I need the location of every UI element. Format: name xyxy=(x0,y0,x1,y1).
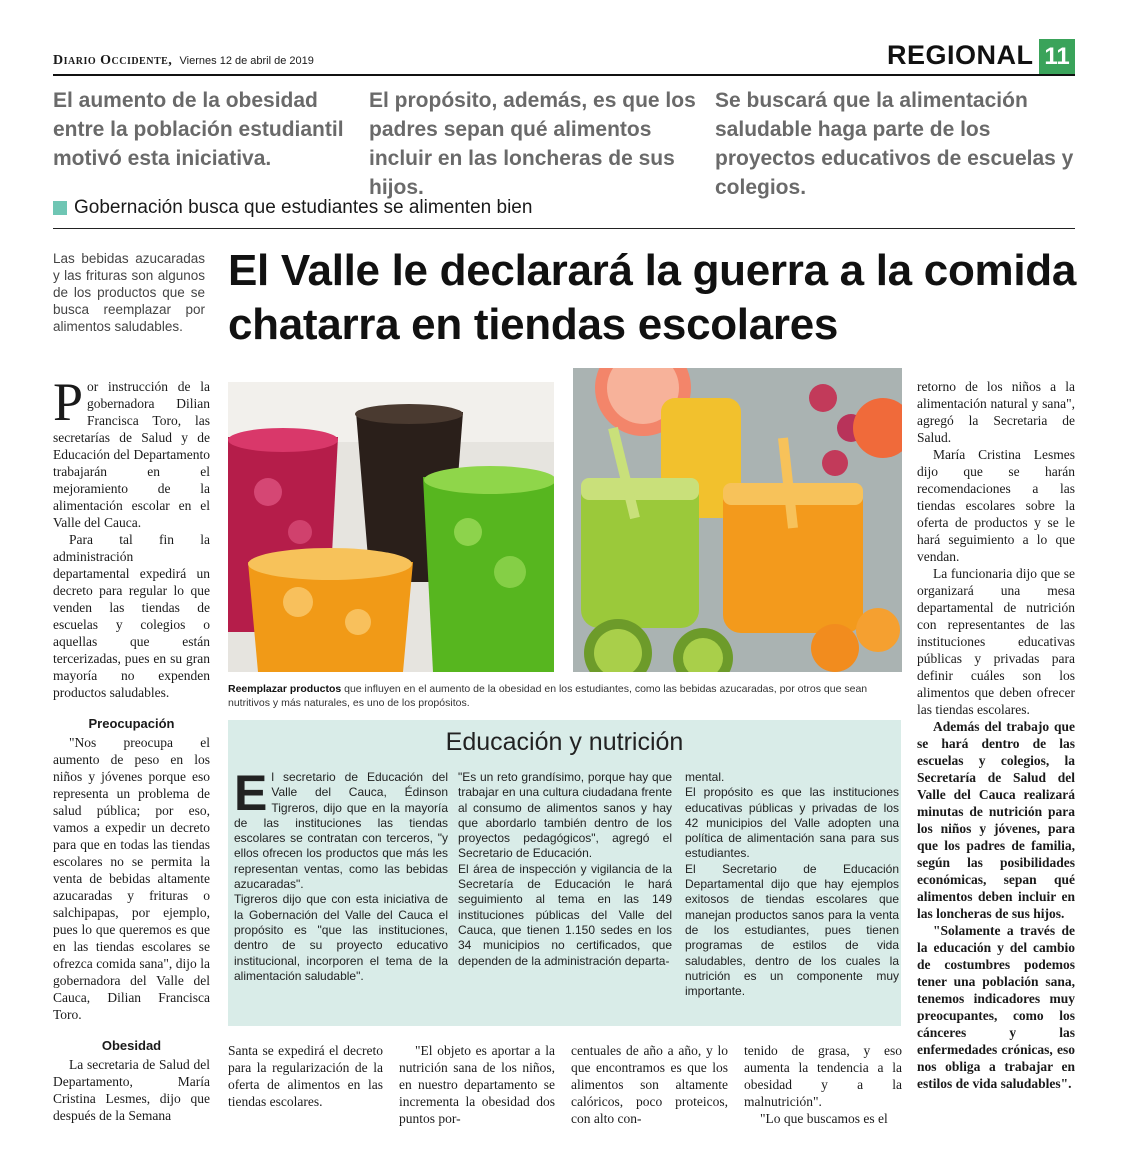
highlights-row xyxy=(53,86,1075,202)
subheading-preocupacion: Preocupación xyxy=(88,716,175,731)
sidebar-dropcap: E xyxy=(234,765,268,821)
article-bottom-column-2 xyxy=(399,1042,555,1127)
sidebar-title: Educación y nutrición xyxy=(445,728,684,756)
sugary-drinks-illustration xyxy=(228,382,554,672)
article-column-left xyxy=(53,372,210,1124)
article-paragraph: La secretaria de Salud del Departamento, María Cristina Lesmes, dijo que después de la Semana xyxy=(53,1057,210,1123)
sidebar-paragraph: El área de inspección y vigilancia de la Secretaría de Educación le hará seguimiento al tema en las 149 instituciones públicas del Valle del Cauca, que tienen 1.150 sedes en los 34 municipios no certificados, que dependen de la administración departa- xyxy=(458,861,672,968)
sidebar-paragraph: "Es un reto grandísimo, porque hay que trabajar en una cultura ciudadana frente al consumo de alimentos sanos y hay que abordarlo también dentro de los proyectos pedagógicos", agregó el Secretario de Educación. xyxy=(458,770,672,861)
article-paragraph: María Cristina Lesmes dijo que se harán recomendaciones a las tiendas escolares sobre la oferta de productos y se le hará seguimiento a lo que vendan. xyxy=(917,447,1075,564)
page-number: 11 xyxy=(1039,39,1075,75)
sidebar-column-1 xyxy=(234,765,448,984)
section-label: REGIONAL xyxy=(887,40,1034,70)
sidebar-column-3 xyxy=(685,770,899,999)
sidebar-column-2 xyxy=(458,770,672,969)
article-bottom-column-4 xyxy=(744,1042,902,1127)
article-paragraph: retorno de los niños a la alimentación natural y sana", agregó la Secretaria de Salud. xyxy=(917,379,1075,445)
headline: El Valle le declarará la guerra a la comida chatarra en tiendas escolares xyxy=(228,246,1077,349)
article-paragraph: tenido de grasa, y eso aumenta la tendencia a la obesidad y a la malnutrición". xyxy=(744,1043,902,1109)
article-paragraph: "Lo que buscamos es el xyxy=(760,1111,888,1126)
article-paragraph: Por instrucción de la gobernadora Dilian Francisca Toro, las secretarías de Salud y de Educación del Departamento trabajarán en el mejoramiento de la alimentación escolar en el Valle del Cauca. xyxy=(53,372,210,530)
article-bottom-column-3 xyxy=(571,1042,728,1127)
caption-lead: Reemplazar productos xyxy=(228,683,342,695)
article-paragraph: La funcionaria dijo que se organizará una mesa departamental de nutrición con representantes de las instituciones educativas públicas y privadas para definir cuáles son los alimentos que deben ofrecer las tiendas escolares. xyxy=(917,566,1075,717)
highlight-1: El aumento de la obesidad entre la población estudiantil motivó esta iniciativa. xyxy=(53,89,344,170)
kicker-square-icon xyxy=(53,201,67,215)
article-paragraph: centuales de año a año, y lo que encontramos es que los alimentos son altamente calóricos, poco proteicos, con alto con- xyxy=(571,1043,728,1126)
article-paragraph: "El objeto es aportar a la nutrición sana de los niños, en nuestro departamento se incrementa la obesidad dos puntos por- xyxy=(399,1043,555,1126)
article-paragraph: Además del trabajo que se hará dentro de las escuelas y colegios, la Secretaría de Salud del Valle del Cauca realizará minutas de nutrición para los niños y jóvenes, para que los padres de familia, según las posibilidades económicas, sepan qué alimentos deben incluir en las loncheras de sus hijos. xyxy=(917,719,1075,921)
publication-date: Viernes 12 de abril de 2019 xyxy=(179,55,314,67)
sidebar-paragraph: El Secretario de Educación Departamental dijo que hay ejemplos exitosos de tiendas escolares que manejan productos sanos para la venta de los estudiantes, pues tienen programas de estilos de vida saludables, dentro de los cuales la nutrición es un componente muy importante. xyxy=(685,861,899,999)
article-summary: Las bebidas azucaradas y las frituras son algunos de los productos que se busca reemplazar por alimentos saludables. xyxy=(53,251,205,334)
highlight-2: El propósito, además, es que los padres sepan qué alimentos incluir en las loncheras de sus hijos. xyxy=(369,89,696,199)
highlight-3: Se buscará que la alimentación saludable haga parte de los proyectos educativos de escuelas y colegios. xyxy=(715,89,1074,199)
article-column-right xyxy=(917,378,1075,1092)
sidebar-paragraph: Tigreros dijo que con esta iniciativa de la Gobernación del Valle del Cauca el propósito es "que las instituciones, dentro de su proyecto educativo institucional, incorporen el tema de la alimentación saludable". xyxy=(234,892,448,983)
kicker-rule xyxy=(53,228,1075,229)
dropcap: P xyxy=(53,372,84,432)
sidebar-paragraph: mental. xyxy=(685,770,725,784)
kicker xyxy=(53,197,532,219)
photo-sugary-drinks xyxy=(228,382,554,672)
sidebar-box xyxy=(228,720,901,1026)
photo-caption xyxy=(228,682,904,710)
article-paragraph: Santa se expedirá el decreto para la regularización de la oferta de alimentos en las tiendas escolares. xyxy=(228,1043,383,1109)
sidebar-paragraph: El secretario de Educación del Valle del Cauca, Édinson Tigreros, dijo que en la mayoría de las instituciones las tiendas escolares se contratan con terceros, "y ellos ofrecen los productos que más les representan ventas, como las bebidas azucaradas". xyxy=(234,765,448,892)
photo-natural-juices xyxy=(573,368,902,672)
natural-juices-illustration xyxy=(573,368,902,672)
article-paragraph: "Solamente a través de la educación y del cambio de costumbres podemos tener una población sana, tenemos indicadores muy preocupantes, como los cánceres y las enfermedades crónicas, eso nos obliga a trabajar en estilos de vida saludables". xyxy=(917,923,1075,1091)
article-paragraph: Para tal fin la administración departamental expedirá un decreto para regular lo que venden las tiendas de escuelas y colegios o aquellas que están tercerizadas, pues en su gran mayoría no expenden productos saludables. xyxy=(53,532,210,700)
subheading-obesidad: Obesidad xyxy=(101,1038,162,1053)
caption-text: que influyen en el aumento de la obesidad en los estudiantes, como las bebidas azucaradas, por otros que sean nutritivos y más naturales, es uno de los propósitos. xyxy=(228,683,868,709)
article-paragraph: "Nos preocupa el aumento de peso en los niños y jóvenes porque eso representa un problema de salud pública; por eso, vamos a expedir un decreto para que en todas las tiendas escolares no se permita la venta de bebidas altamente azucaradas y frituras o salchipapas, por ejemplo, pues lo que queremos es que en las tiendas escolares se ofrezca comida sana", dijo la gobernadora del Valle del Cauca, Dilian Francisca Toro. xyxy=(53,735,210,1022)
kicker-text: Gobernación busca que estudiantes se alimenten bien xyxy=(74,197,533,218)
newspaper-name: Diario Occidente, xyxy=(53,53,173,68)
masthead xyxy=(53,52,314,69)
header-rule xyxy=(53,74,1075,76)
article-bottom-column-1 xyxy=(228,1042,383,1110)
sidebar-paragraph: El propósito es que las instituciones educativas públicas y privadas de los 42 municipios del Valle adopten una política de alimentación sana para sus estudiantes. xyxy=(685,785,899,861)
